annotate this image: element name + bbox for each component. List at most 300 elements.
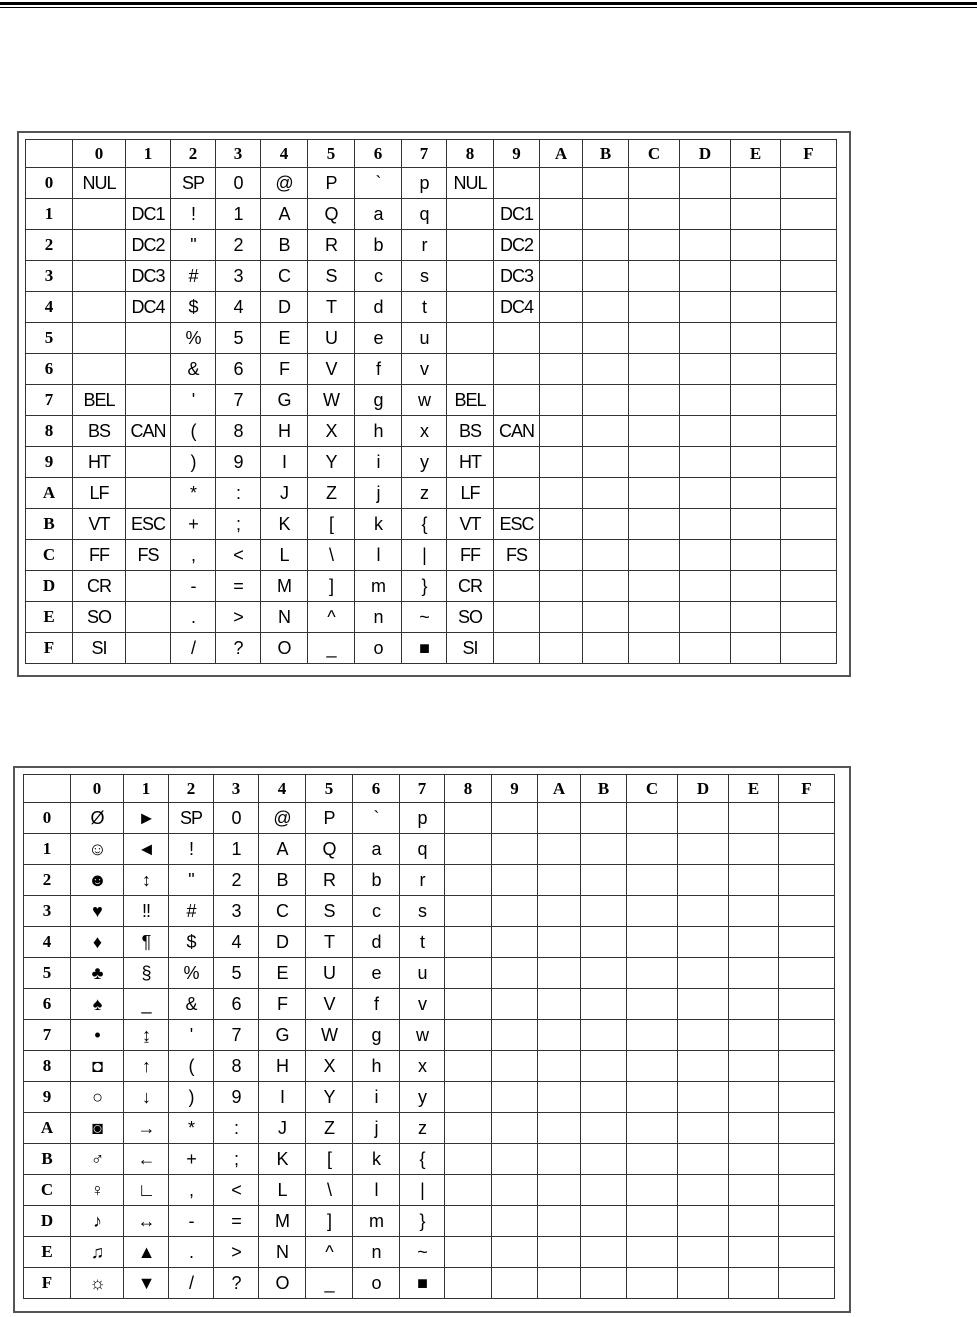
char-cell: , [171, 540, 216, 571]
char-cell [492, 1082, 538, 1113]
char-cell: SI [73, 633, 126, 664]
char-cell: s [400, 896, 445, 927]
char-cell: CAN [494, 416, 540, 447]
char-cell: ■ [400, 1268, 445, 1299]
char-cell [126, 571, 171, 602]
char-cell [680, 323, 731, 354]
row-header: F [24, 1268, 71, 1299]
char-cell [73, 323, 126, 354]
char-cell [680, 602, 731, 633]
row-header: 0 [26, 168, 73, 199]
char-cell [629, 323, 680, 354]
char-cell [126, 633, 171, 664]
char-cell [680, 478, 731, 509]
column-header: E [731, 140, 781, 168]
char-cell: 9 [216, 447, 261, 478]
char-cell: V [306, 989, 353, 1020]
row-header: 3 [26, 261, 73, 292]
char-cell [492, 1268, 538, 1299]
char-cell [779, 1144, 835, 1175]
char-cell: i [355, 447, 402, 478]
char-cell: ♦ [71, 927, 124, 958]
char-cell: t [402, 292, 447, 323]
char-cell: DC3 [494, 261, 540, 292]
char-cell: DC4 [494, 292, 540, 323]
char-cell [126, 385, 171, 416]
table-row [26, 292, 837, 323]
column-header: C [629, 140, 680, 168]
char-cell: } [400, 1206, 445, 1237]
char-cell: ] [308, 571, 355, 602]
char-cell [629, 540, 680, 571]
char-cell: SO [447, 602, 494, 633]
char-cell: CR [73, 571, 126, 602]
char-cell [781, 602, 837, 633]
char-cell [540, 540, 583, 571]
char-cell [731, 168, 781, 199]
char-cell: # [171, 261, 216, 292]
char-cell [781, 416, 837, 447]
table-row [26, 633, 837, 664]
column-header: 2 [171, 140, 216, 168]
char-cell [126, 478, 171, 509]
char-cell: M [259, 1206, 306, 1237]
char-cell [492, 834, 538, 865]
char-cell: ' [171, 385, 216, 416]
char-cell [731, 633, 781, 664]
table-row [24, 896, 835, 927]
char-cell [627, 1206, 678, 1237]
column-header: 3 [214, 775, 259, 803]
char-cell: j [355, 478, 402, 509]
char-cell [781, 540, 837, 571]
char-cell: < [216, 540, 261, 571]
char-cell: 7 [214, 1020, 259, 1051]
char-cell [781, 571, 837, 602]
char-cell [680, 540, 731, 571]
table-row [24, 1051, 835, 1082]
char-cell [627, 896, 678, 927]
char-cell [678, 1082, 729, 1113]
char-cell: + [169, 1144, 214, 1175]
char-cell [731, 447, 781, 478]
char-cell [781, 323, 837, 354]
char-cell: @ [259, 803, 306, 834]
char-cell: M [261, 571, 308, 602]
char-cell: ‼ [124, 896, 169, 927]
char-cell: ♣ [71, 958, 124, 989]
char-cell [540, 168, 583, 199]
char-cell [447, 199, 494, 230]
char-cell [629, 571, 680, 602]
char-cell: c [355, 261, 402, 292]
header-row [24, 775, 835, 803]
char-cell [445, 927, 492, 958]
column-header: 6 [353, 775, 400, 803]
char-cell [678, 1206, 729, 1237]
char-cell: HT [73, 447, 126, 478]
char-cell: \ [308, 540, 355, 571]
char-cell [629, 602, 680, 633]
char-cell: DC1 [126, 199, 171, 230]
char-cell [583, 540, 629, 571]
table-row [24, 1082, 835, 1113]
char-cell [494, 633, 540, 664]
char-cell: s [402, 261, 447, 292]
char-cell: ☺ [71, 834, 124, 865]
char-cell: FS [494, 540, 540, 571]
char-cell: f [353, 989, 400, 1020]
row-header: C [24, 1175, 71, 1206]
char-cell [538, 1020, 581, 1051]
char-cell [540, 323, 583, 354]
char-cell [492, 896, 538, 927]
table-row [26, 261, 837, 292]
char-cell [627, 1113, 678, 1144]
char-cell [779, 834, 835, 865]
char-cell: G [261, 385, 308, 416]
char-cell [781, 199, 837, 230]
table-row [26, 509, 837, 540]
char-cell [126, 323, 171, 354]
table-row [26, 168, 837, 199]
char-cell [494, 602, 540, 633]
char-cell [581, 834, 627, 865]
char-cell: S [308, 261, 355, 292]
char-cell: } [402, 571, 447, 602]
char-cell [729, 834, 779, 865]
char-cell [540, 478, 583, 509]
char-cell: m [355, 571, 402, 602]
char-cell: t [400, 927, 445, 958]
char-cell: I [261, 447, 308, 478]
char-cell [731, 261, 781, 292]
char-cell: CAN [126, 416, 171, 447]
row-header: 0 [24, 803, 71, 834]
row-header: 3 [24, 896, 71, 927]
char-cell: e [355, 323, 402, 354]
char-cell: o [353, 1268, 400, 1299]
char-cell: & [169, 989, 214, 1020]
char-cell [538, 1082, 581, 1113]
char-cell [492, 1051, 538, 1082]
char-cell [731, 292, 781, 323]
char-cell: ? [216, 633, 261, 664]
char-cell: ) [169, 1082, 214, 1113]
char-cell [729, 1113, 779, 1144]
char-cell [627, 1268, 678, 1299]
char-cell [678, 989, 729, 1020]
char-cell [445, 803, 492, 834]
char-cell: p [400, 803, 445, 834]
char-cell [583, 292, 629, 323]
char-cell: 1 [214, 834, 259, 865]
char-cell: 8 [216, 416, 261, 447]
char-cell [629, 416, 680, 447]
char-cell [583, 323, 629, 354]
char-cell [627, 1175, 678, 1206]
char-cell: g [355, 385, 402, 416]
char-cell [538, 989, 581, 1020]
char-cell [583, 478, 629, 509]
char-cell: ` [355, 168, 402, 199]
char-cell: T [306, 927, 353, 958]
char-cell: j [353, 1113, 400, 1144]
table-row [24, 1113, 835, 1144]
column-header: 5 [306, 775, 353, 803]
char-cell [731, 509, 781, 540]
char-cell: W [306, 1020, 353, 1051]
char-cell [729, 1268, 779, 1299]
character-table-1 [25, 139, 837, 664]
char-cell [629, 292, 680, 323]
char-cell [678, 1268, 729, 1299]
char-cell [581, 1237, 627, 1268]
char-cell [678, 1051, 729, 1082]
table-row [24, 1237, 835, 1268]
char-cell [779, 1082, 835, 1113]
char-cell: { [402, 509, 447, 540]
char-cell [779, 958, 835, 989]
char-cell: x [400, 1051, 445, 1082]
char-cell: ► [124, 803, 169, 834]
char-cell [445, 896, 492, 927]
char-cell [729, 1082, 779, 1113]
char-cell: 7 [216, 385, 261, 416]
char-cell [540, 571, 583, 602]
char-cell: E [261, 323, 308, 354]
table-row [24, 989, 835, 1020]
char-cell [583, 199, 629, 230]
char-cell: Z [308, 478, 355, 509]
char-cell: K [259, 1144, 306, 1175]
char-cell [581, 927, 627, 958]
char-cell [731, 478, 781, 509]
char-cell: b [353, 865, 400, 896]
char-cell [680, 199, 731, 230]
char-cell [494, 323, 540, 354]
char-cell [678, 1113, 729, 1144]
char-cell [447, 323, 494, 354]
char-cell: ^ [308, 602, 355, 633]
char-cell: U [306, 958, 353, 989]
char-cell: BS [447, 416, 494, 447]
row-header: 4 [26, 292, 73, 323]
char-cell: x [402, 416, 447, 447]
char-cell [538, 958, 581, 989]
char-cell [680, 571, 731, 602]
char-cell [627, 1082, 678, 1113]
column-header: 1 [126, 140, 171, 168]
table-row [24, 1268, 835, 1299]
char-cell [629, 633, 680, 664]
char-cell [678, 1144, 729, 1175]
char-cell: ↔ [124, 1206, 169, 1237]
char-cell: FF [73, 540, 126, 571]
char-cell [583, 602, 629, 633]
char-cell [627, 803, 678, 834]
char-cell [680, 447, 731, 478]
char-cell: NUL [73, 168, 126, 199]
char-cell: VT [447, 509, 494, 540]
char-cell: > [214, 1237, 259, 1268]
char-cell: J [261, 478, 308, 509]
char-cell: ∟ [124, 1175, 169, 1206]
char-cell: Y [308, 447, 355, 478]
char-cell [779, 1020, 835, 1051]
char-cell: NUL [447, 168, 494, 199]
char-cell [678, 896, 729, 927]
char-cell: I [259, 1082, 306, 1113]
char-cell [581, 1268, 627, 1299]
table-row [24, 865, 835, 896]
char-cell [73, 230, 126, 261]
table-row [26, 571, 837, 602]
char-cell: ) [171, 447, 216, 478]
char-cell: ↨ [124, 1020, 169, 1051]
char-cell [583, 633, 629, 664]
char-cell: G [259, 1020, 306, 1051]
char-cell: ( [171, 416, 216, 447]
char-cell: Y [306, 1082, 353, 1113]
char-cell: • [71, 1020, 124, 1051]
char-cell [540, 292, 583, 323]
char-cell: @ [261, 168, 308, 199]
char-cell [729, 1206, 779, 1237]
char-cell: HT [447, 447, 494, 478]
char-cell [781, 292, 837, 323]
char-cell [494, 385, 540, 416]
char-cell: D [261, 292, 308, 323]
char-cell [779, 927, 835, 958]
char-cell [629, 447, 680, 478]
char-cell [731, 540, 781, 571]
table-row [26, 385, 837, 416]
row-header: 7 [24, 1020, 71, 1051]
char-cell: T [308, 292, 355, 323]
char-cell [583, 447, 629, 478]
row-header: 4 [24, 927, 71, 958]
char-cell [729, 958, 779, 989]
char-cell [445, 1175, 492, 1206]
column-header: 8 [445, 775, 492, 803]
char-cell: DC4 [126, 292, 171, 323]
char-cell: ◘ [71, 1051, 124, 1082]
char-cell: p [402, 168, 447, 199]
char-cell: VT [73, 509, 126, 540]
char-cell: ' [169, 1020, 214, 1051]
char-cell [729, 803, 779, 834]
char-cell: C [261, 261, 308, 292]
char-cell: 6 [214, 989, 259, 1020]
char-cell [627, 865, 678, 896]
column-header: F [779, 775, 835, 803]
char-cell [126, 447, 171, 478]
char-cell [581, 1175, 627, 1206]
char-cell [583, 230, 629, 261]
char-cell: ↓ [124, 1082, 169, 1113]
char-cell [629, 199, 680, 230]
char-cell: X [306, 1051, 353, 1082]
char-cell [492, 989, 538, 1020]
char-cell: ♥ [71, 896, 124, 927]
char-cell [492, 927, 538, 958]
char-cell [492, 1144, 538, 1175]
char-cell [540, 385, 583, 416]
char-cell: 5 [216, 323, 261, 354]
char-cell: 2 [214, 865, 259, 896]
column-header: 9 [492, 775, 538, 803]
char-cell: v [402, 354, 447, 385]
char-cell: d [355, 292, 402, 323]
char-cell [581, 1144, 627, 1175]
char-cell [538, 1051, 581, 1082]
char-cell [680, 292, 731, 323]
char-cell: a [355, 199, 402, 230]
char-cell: k [353, 1144, 400, 1175]
char-cell [627, 1051, 678, 1082]
column-header: D [680, 140, 731, 168]
char-cell [540, 509, 583, 540]
column-header: E [729, 775, 779, 803]
char-cell [627, 1144, 678, 1175]
char-cell [538, 927, 581, 958]
char-cell: ^ [306, 1237, 353, 1268]
char-cell: O [261, 633, 308, 664]
char-cell: N [261, 602, 308, 633]
char-cell: m [353, 1206, 400, 1237]
char-cell: P [306, 803, 353, 834]
char-cell [581, 865, 627, 896]
column-header: 3 [216, 140, 261, 168]
column-header: 4 [259, 775, 306, 803]
char-cell: ♂ [71, 1144, 124, 1175]
char-cell [583, 261, 629, 292]
char-cell [583, 168, 629, 199]
row-header: F [26, 633, 73, 664]
char-cell [581, 1082, 627, 1113]
table-row [24, 834, 835, 865]
char-cell [729, 896, 779, 927]
corner-cell [26, 140, 73, 168]
char-cell: z [400, 1113, 445, 1144]
char-cell: h [353, 1051, 400, 1082]
char-cell: 0 [216, 168, 261, 199]
char-cell [781, 633, 837, 664]
char-cell: P [308, 168, 355, 199]
char-cell: S [306, 896, 353, 927]
row-header: 2 [24, 865, 71, 896]
char-cell: DC2 [126, 230, 171, 261]
char-cell [779, 989, 835, 1020]
char-cell [729, 1051, 779, 1082]
char-cell [126, 354, 171, 385]
char-cell [581, 1051, 627, 1082]
char-cell [445, 834, 492, 865]
char-cell [678, 1175, 729, 1206]
char-cell: A [261, 199, 308, 230]
char-cell: r [402, 230, 447, 261]
char-cell: ~ [400, 1237, 445, 1268]
char-cell [445, 958, 492, 989]
char-cell: [ [306, 1144, 353, 1175]
char-cell [680, 168, 731, 199]
char-cell: F [261, 354, 308, 385]
char-cell: E [259, 958, 306, 989]
char-cell: ◄ [124, 834, 169, 865]
char-cell: . [171, 602, 216, 633]
row-header: 9 [24, 1082, 71, 1113]
